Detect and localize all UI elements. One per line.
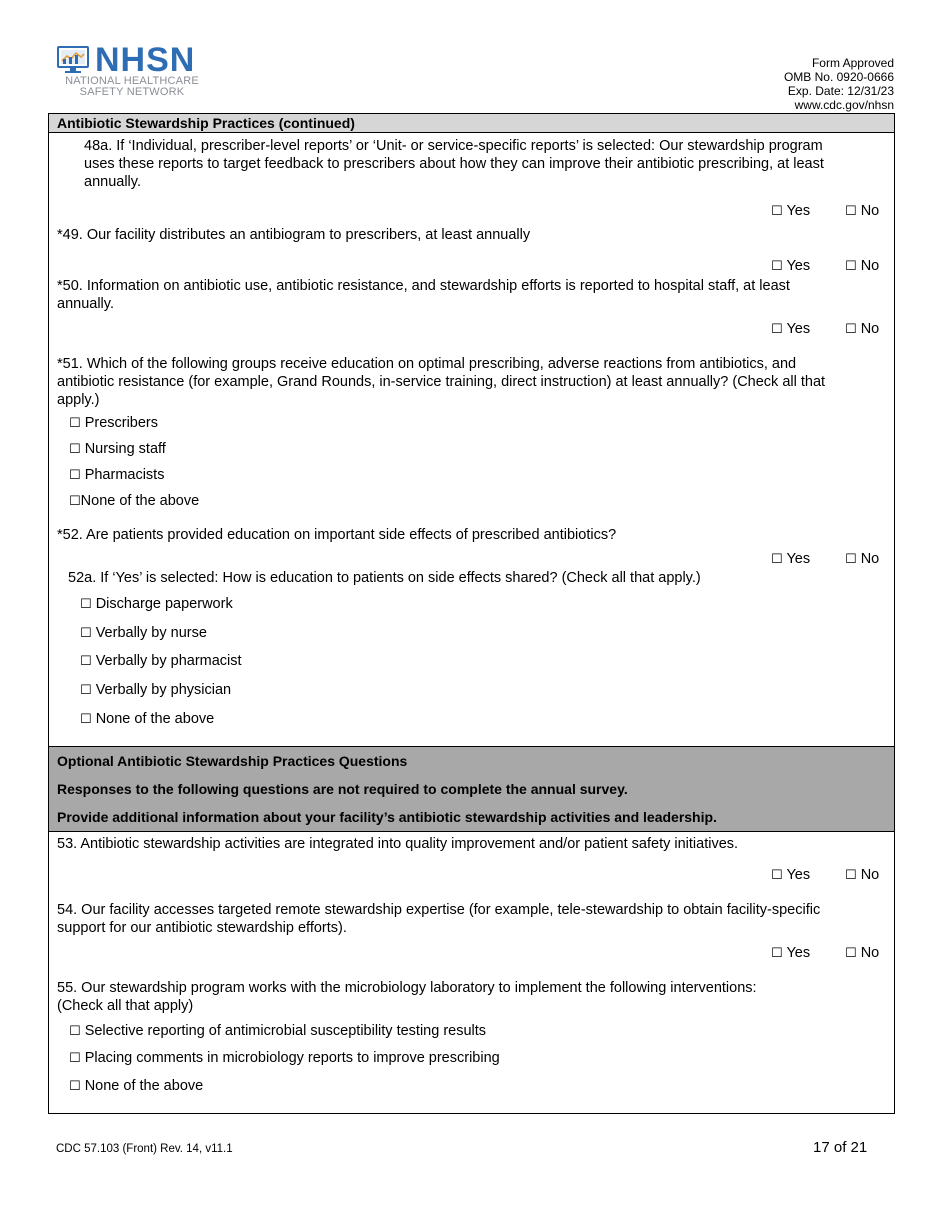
q49-text: *49. Our facility distributes an antibiogram to prescribers, at least annually	[57, 227, 531, 243]
q51-line2: antibiotic resistance (for example, Grand Rounds, in-service training, direct instruction) at least annually? (Check all that	[57, 374, 826, 390]
q48a-line3: annually.	[84, 174, 141, 190]
q55-option-selective-reporting[interactable]: ☐ Selective reporting of antimicrobial susceptibility testing results	[69, 1023, 487, 1039]
q49-no-checkbox[interactable]: ☐ No	[845, 258, 880, 274]
optional-section-title: Optional Antibiotic Stewardship Practices Questions	[57, 753, 408, 769]
q55-option-none[interactable]: ☐ None of the above	[69, 1078, 204, 1094]
q48a-line2: uses these reports to target feedback to prescribers about how they can improve their antibiotic prescribing, at least	[84, 156, 824, 172]
q53-text: 53. Antibiotic stewardship activities are integrated into quality improvement and/or patient safety initiatives.	[57, 836, 739, 852]
q54-line2: support for our antibiotic stewardship efforts).	[57, 920, 347, 936]
q52-text: *52. Are patients provided education on important side effects of prescribed antibiotics?	[57, 527, 617, 543]
q52a-option-discharge-paperwork[interactable]: ☐ Discharge paperwork	[80, 596, 233, 612]
form-id: CDC 57.103 (Front) Rev. 14, v11.1	[56, 1143, 233, 1155]
omb-number: OMB No. 0920-0666	[783, 70, 894, 84]
q52a-option-physician[interactable]: ☐ Verbally by physician	[80, 682, 232, 698]
q51-option-nursing-staff[interactable]: ☐ Nursing staff	[69, 441, 166, 457]
q51-line1: *51. Which of the following groups receive education on optimal prescribing, adverse reactions from antibiotics, and	[57, 356, 797, 372]
q51-option-prescribers[interactable]: ☐ Prescribers	[69, 415, 159, 431]
optional-section-instruction: Provide additional information about your facility’s antibiotic stewardship activities and leadership.	[57, 809, 717, 825]
q55-option-placing-comments[interactable]: ☐ Placing comments in microbiology reports to improve prescribing	[69, 1050, 500, 1066]
q53-yes-checkbox[interactable]: ☐ Yes	[771, 867, 811, 883]
form-approval-info	[784, 56, 894, 112]
q51-option-none[interactable]: ☐None of the above	[69, 493, 200, 509]
nhsn-logo	[57, 41, 207, 100]
q50-line1: *50. Information on antibiotic use, antibiotic resistance, and stewardship efforts is reported to hospital staff, at least	[57, 278, 790, 294]
q53-no-checkbox[interactable]: ☐ No	[845, 867, 880, 883]
section-header	[49, 114, 894, 133]
q54-line1: 54. Our facility accesses targeted remote stewardship expertise (for example, tele-stewardship to obtain facility-specific	[57, 902, 821, 918]
q48a-no-checkbox[interactable]: ☐ No	[845, 203, 880, 219]
q52-no-checkbox[interactable]: ☐ No	[845, 551, 880, 567]
form-approved: Form Approved	[811, 56, 894, 70]
q54-yes-checkbox[interactable]: ☐ Yes	[771, 945, 811, 961]
logo-title: NHSN	[95, 41, 196, 79]
website-link[interactable]: www.cdc.gov/nhsn	[794, 98, 894, 112]
optional-section-header	[49, 746, 894, 832]
q52-yes-checkbox[interactable]: ☐ Yes	[771, 551, 811, 567]
q55-line1: 55. Our stewardship program works with the microbiology laboratory to implement the following interventions:	[57, 980, 757, 996]
q51-line3: apply.)	[57, 392, 100, 408]
q50-no-checkbox[interactable]: ☐ No	[845, 321, 880, 337]
q49-yes-checkbox[interactable]: ☐ Yes	[771, 258, 811, 274]
optional-section-note: Responses to the following questions are not required to complete the annual survey.	[57, 781, 628, 797]
monitor-chart-icon	[57, 46, 91, 74]
q50-yes-checkbox[interactable]: ☐ Yes	[771, 321, 811, 337]
logo-subtitle-1: NATIONAL HEALTHCARE	[65, 75, 199, 87]
logo-subtitle-2: SAFETY NETWORK	[79, 86, 185, 98]
section-title: Antibiotic Stewardship Practices (continued)	[57, 115, 355, 131]
q52a-option-nurse[interactable]: ☐ Verbally by nurse	[80, 625, 207, 641]
q55-line2: (Check all that apply)	[57, 998, 194, 1014]
expiration-date: Exp. Date: 12/31/23	[787, 84, 894, 98]
q52a-option-pharmacist[interactable]: ☐ Verbally by pharmacist	[80, 653, 242, 669]
q52a-option-none[interactable]: ☐ None of the above	[80, 711, 215, 727]
page-number: 17 of 21	[813, 1139, 868, 1156]
q52a-text: 52a. If ‘Yes’ is selected: How is education to patients on side effects shared? (Check all that apply.)	[68, 570, 701, 586]
form-section	[48, 113, 895, 1114]
q50-line2: annually.	[57, 296, 114, 312]
q48a-yes-checkbox[interactable]: ☐ Yes	[771, 203, 811, 219]
q54-no-checkbox[interactable]: ☐ No	[845, 945, 880, 961]
q51-option-pharmacists[interactable]: ☐ Pharmacists	[69, 467, 165, 483]
q48a-line1: 48a. If ‘Individual, prescriber-level reports’ or ‘Unit- or service-specific reports’ is selected: Our stewardship program	[84, 138, 823, 154]
